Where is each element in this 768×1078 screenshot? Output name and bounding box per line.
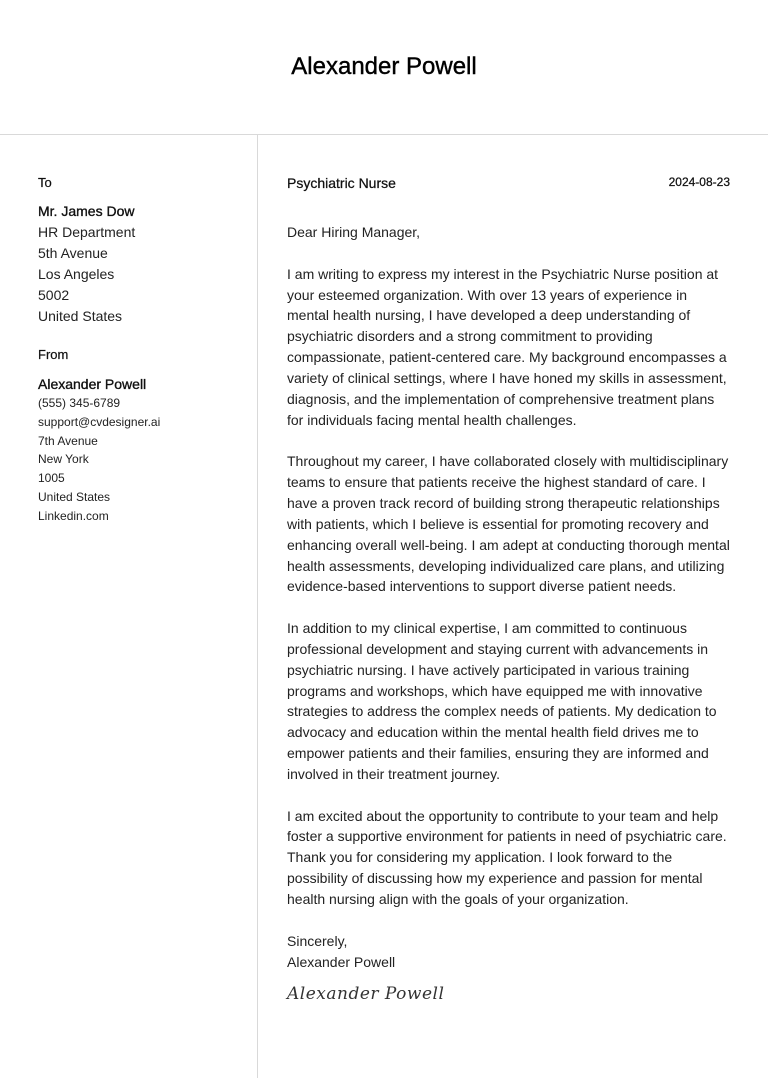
closing-name: Alexander Powell	[287, 953, 396, 970]
sender-city: New York	[38, 452, 89, 467]
recipient-line: United States	[38, 308, 123, 324]
body-paragraph: I am writing to express my interest in the Psychiatric Nurse position at your esteemed organization. With over 13 years of experience in mental health nursing, I have developed a deep understanding of psychiatric disorders and a strong commitment to providing compassionate, patient-centered care. My background encompasses a variety of clinical settings, where I have honed my skills in assessment, diagnosis, and the implementation of comprehensive treatment plans for individuals facing mental health challenges.	[287, 265, 727, 428]
job-title: Psychiatric Nurse	[287, 175, 396, 191]
recipient-line: HR Department	[38, 224, 136, 240]
sender-phone: (555) 345-6789	[38, 396, 121, 410]
letter-header	[0, 0, 768, 135]
sender-name: Alexander Powell	[38, 376, 147, 392]
sender-email: support@cvdesigner.ai	[38, 414, 161, 429]
letter-body	[287, 222, 730, 972]
applicant-name-title: Alexander Powell	[291, 53, 477, 80]
letter-date: 2024-08-23	[668, 175, 730, 189]
salutation: Dear Hiring Manager,	[287, 224, 421, 240]
recipient-line: 5002	[38, 287, 70, 303]
closing: Sincerely,	[287, 932, 348, 949]
sender-contact	[38, 394, 160, 526]
from-heading: From	[38, 347, 69, 362]
recipient-name: Mr. James Dow	[38, 203, 135, 219]
handwritten-signature: Alexander Powell	[287, 984, 445, 1004]
body-paragraph: I am excited about the opportunity to contribute to your team and help foster a supportive environment for patients in need of psychiatric care. Thank you for considering my application. I look forward to the possibility of discussing how my experience and passion for mental health nursing align with the goals of your organization.	[287, 807, 727, 907]
column-divider	[257, 134, 258, 1078]
recipient-address	[38, 222, 135, 327]
sender-country: United States	[38, 489, 111, 504]
body-paragraph: In addition to my clinical expertise, I am committed to continuous professional development and staying current with advancements in psychiatric nursing. I have actively participated in various training programs and workshops, which have equipped me with innovative strategies to address the complex needs of patients. My dedication to advocacy and education within the mental health field drives me to empower patients and their families, ensuring they are informed and involved in their treatment journey.	[287, 620, 717, 782]
sender-zip: 1005	[38, 471, 65, 486]
recipient-line: Los Angeles	[38, 266, 115, 282]
to-heading: To	[38, 175, 52, 190]
body-paragraph: Throughout my career, I have collaborated closely with multidisciplinary teams to ensure that patients receive the highest standard of care. I have a proven track record of building strong therapeutic relationships with patients, which I believe is essential for promoting recovery and enhancing overall well-being. I am adept at conducting thorough mental health assessments, developing individualized care plans, and utilizing evidence-based interventions to support diverse patient needs.	[287, 453, 730, 595]
sender-linkedin: Linkedin.com	[38, 508, 109, 523]
recipient-line: 5th Avenue	[38, 245, 108, 261]
sender-street: 7th Avenue	[38, 433, 98, 448]
